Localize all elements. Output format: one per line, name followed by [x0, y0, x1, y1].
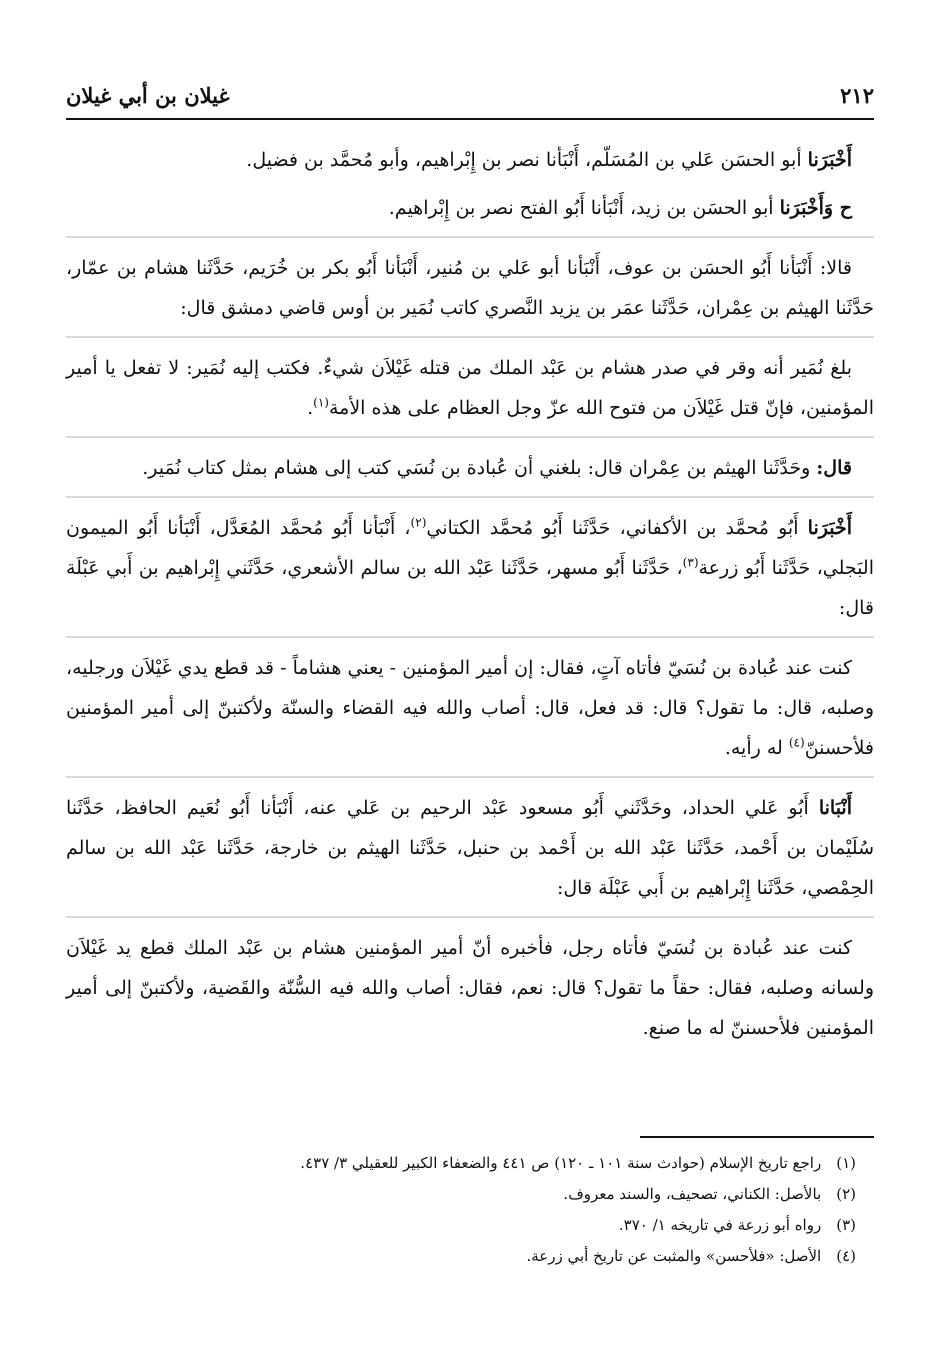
paragraph-separator [66, 436, 874, 438]
footnote-ref: (١) [313, 395, 329, 410]
narration-keyword: قال: [816, 457, 852, 479]
paragraph-3: قالا: أَنْبَأنا أَبُو الحسَن بن عوف، أَنْبَأنا أبو عَلي بن مُنير، أَنْبَأنا أَبُو بكر بن خُرَيم، حَدَّثَنا هشام بن عمّار، حَدَّثَنا الهيثم بن عِمْران، حَدَّثَنا عمَر بن يزيد النَّصري كاتب نُمَير بن أوس قاضي دمشق قال: [66, 257, 874, 319]
paragraph-separator [66, 336, 874, 338]
footnote-number: (١) [836, 1154, 856, 1172]
paragraph-text: كنت عند عُبادة بن نُسَيّ فأتاه آتٍ، فقال: إن أمير المؤمنين - يعني هشاماً - قد قطع يدي غَيْلاَن ورجليه، وصلبه، قال: ما تقول؟ قال: قد فعل، قال: أصاب والله فيه القضاء والسنّة ولأكتبنّ إلى أمير المؤمنين فلأحسننّ [66, 657, 874, 759]
paragraph-7 [66, 648, 874, 768]
narration-keyword: أَخْبَرَنا [807, 149, 852, 171]
footnote-text: الأصل: «فلأحسن» والمثبت عن تاريخ أبي زرعة. [526, 1247, 822, 1265]
footnote-ref: (٢) [410, 515, 427, 530]
footnote-1 [66, 1148, 856, 1178]
footnotes [66, 1148, 856, 1272]
paragraph-text: ، أَنْبَأنا أَبُو مُحمَّد المُعَدَّل، أَنْبَأنا أَبُو الميمون البَجلي، حَدَّثَنا أَبُو زرعة [66, 517, 874, 579]
paragraph-separator [66, 916, 874, 918]
footnote-rule [640, 1136, 874, 1138]
narration-keyword: أَخْبَرَنا [807, 517, 852, 539]
narration-keyword: وَأَخْبَرَنا [779, 197, 834, 219]
footnote-number: (٢) [836, 1185, 856, 1203]
footnote-text: راجع تاريخ الإسلام (حوادث سنة ١٠١ ـ ١٢٠) ص ٤٤١ والضعفاء الكبير للعقيلي ٣/ ٤٣٧. [300, 1154, 822, 1172]
footnote-3 [66, 1210, 856, 1240]
footnote-4 [66, 1241, 856, 1271]
paragraph-6 [66, 508, 874, 628]
footnote-ref: (٣) [682, 555, 699, 570]
paragraph-end: له رأيه. [724, 737, 789, 759]
running-title: غيلان بن أبي غيلان [66, 82, 230, 108]
paragraph-text: بلغ نُمَير أنه وقر في صدر هشام بن عَبْد الملك من قتله غَيْلاَن شيءٌ. فكتب إليه نُمَير: لا تفعل يا أمير المؤمنين، فإنّ قتل غَيْلاَن من فتوح الله عزّ وجل العظام على هذه الأمة [66, 357, 874, 419]
footnote-number: (٤) [836, 1247, 856, 1265]
footnote-ref: (٤) [788, 735, 805, 750]
footnote-number: (٣) [836, 1216, 856, 1234]
main-text [66, 140, 874, 1056]
paragraph-1 [66, 140, 874, 180]
paragraph-text: أبو الحسَن بن زيد، أَنْبَأنا أَبُو الفتح نصر بن إِبْراهيم. [388, 197, 780, 219]
paragraph-4 [66, 348, 874, 428]
page-header [66, 72, 874, 120]
ha-marker: ح [833, 197, 852, 219]
paragraph-separator [66, 496, 874, 498]
paragraph-separator [66, 776, 874, 778]
paragraph-text: أبو الحسَن عَلي بن المُسَلّم، أَنْبَأنا نصر بن إِبْراهيم، وأبو مُحمَّد بن فضيل. [246, 149, 808, 171]
footnote-2 [66, 1179, 856, 1209]
paragraph-9: كنت عند عُبادة بن نُسَيّ فأتاه رجل، فأخبره أنّ أمير المؤمنين هشام بن عَبْد الملك قطع يد غَيْلاَن ولسانه وصلبه، فقال: حقاً ما تقول؟ قال: نعم، فقال: أصاب والله فيه السُّنّة والقَضية، ولأكتبنّ إلى أمير المؤمنين فلأحسننّ له ما صنع. [66, 937, 874, 1039]
page-number: ٢١٢ [840, 82, 874, 108]
paragraph-8 [66, 788, 874, 908]
footnote-text: بالأصل: الكناني، تصحيف، والسند معروف. [563, 1185, 822, 1203]
paragraph-text: وحَدَّثَنا الهيثم بن عِمْران قال: بلغني أن عُبادة بن نُسَي كتب إلى هشام بمثل كتاب نُمَير. [142, 457, 817, 479]
paragraph-separator [66, 236, 874, 238]
paragraph-5 [66, 448, 874, 488]
paragraph-text: ، حَدَّثَنا أَبُو مسهر، حَدَّثَنا عَبْد الله بن سالم الأشعري، حَدَّثَني إِبْراهيم بن أَبي عَبْلَة قال: [66, 557, 874, 619]
paragraph-separator [66, 636, 874, 638]
paragraph-2 [66, 188, 874, 228]
narration-keyword: أَنْبَانا [818, 797, 852, 819]
paragraph-text: أَبُو عَلي الحداد، وحَدَّثَني أَبُو مسعود عَبْد الرحيم بن عَلي عنه، أَنْبَأنا أَبُو نُعَيم الحافظ، حَدَّثَنا سُلَيْمان بن أَحْمد، حَدَّثَنا عَبْد الله بن أَحْمد بن حنبل، حَدَّثَنا الهيثم بن خارجة، حَدَّثَنا عَبْد الله بن سالم الحِمْصي، حَدَّثَنا إِبْراهيم بن أَبي عَبْلَة قال: [66, 797, 874, 899]
paragraph-text: أَبُو مُحمَّد بن الأكفاني، حَدَّثَنا أَبُو مُحمَّد الكتاني [426, 517, 808, 539]
footnote-text: رواه أبو زرعة في تاريخه ١/ ٣٧٠. [618, 1216, 822, 1234]
paragraph-end: . [307, 397, 314, 419]
